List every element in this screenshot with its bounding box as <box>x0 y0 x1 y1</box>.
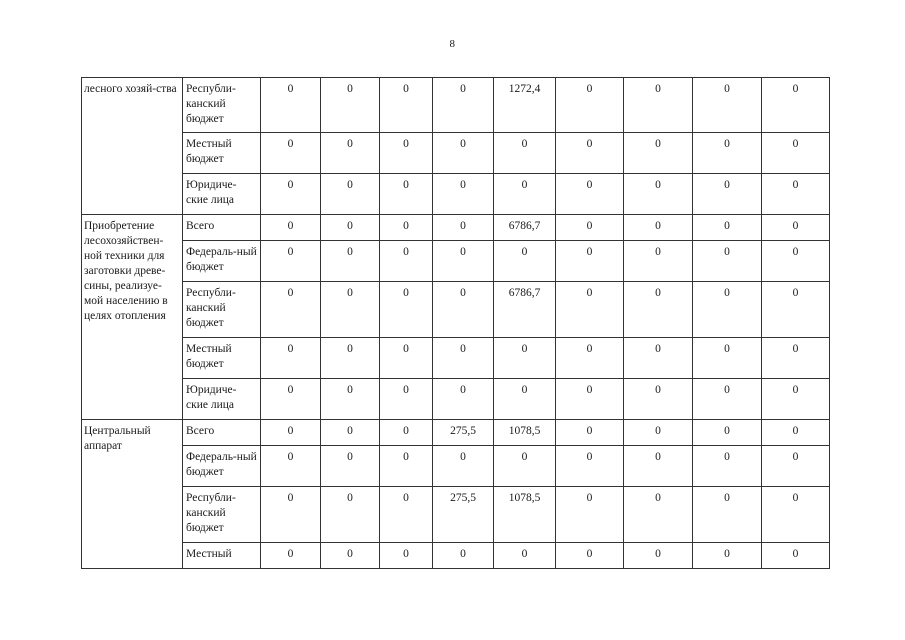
table-row <box>82 241 830 282</box>
value-cell: 0 <box>556 174 624 215</box>
value-cell: 0 <box>321 420 380 446</box>
value-cell: 0 <box>321 174 380 215</box>
value-cell: 0 <box>556 282 624 338</box>
value-cell: 0 <box>494 241 556 282</box>
value-cell: 0 <box>624 338 693 379</box>
value-cell: 0 <box>624 379 693 420</box>
value-cell: 0 <box>261 487 321 543</box>
table-row <box>82 338 830 379</box>
value-cell: 0 <box>556 241 624 282</box>
value-cell: 0 <box>433 133 494 174</box>
value-cell: 0 <box>380 133 433 174</box>
value-cell: 0 <box>693 78 762 133</box>
value-cell: 0 <box>261 282 321 338</box>
budget-table <box>81 77 830 569</box>
value-cell: 0 <box>762 174 830 215</box>
activity-cell: Приобретение лесохозяйствен-ной техники для заготовки древе-сины, реализуе-мой населению в целях отопления <box>82 215 183 420</box>
value-cell: 0 <box>321 338 380 379</box>
value-cell: 0 <box>433 215 494 241</box>
value-cell: 0 <box>762 487 830 543</box>
value-cell: 0 <box>321 543 380 569</box>
value-cell: 0 <box>762 241 830 282</box>
value-cell: 0 <box>624 282 693 338</box>
value-cell: 0 <box>762 133 830 174</box>
value-cell: 0 <box>556 78 624 133</box>
value-cell: 0 <box>693 543 762 569</box>
value-cell: 0 <box>261 543 321 569</box>
value-cell: 0 <box>380 78 433 133</box>
value-cell: 0 <box>556 543 624 569</box>
value-cell: 0 <box>494 379 556 420</box>
value-cell: 0 <box>321 446 380 487</box>
value-cell: 0 <box>693 379 762 420</box>
value-cell: 0 <box>693 487 762 543</box>
value-cell: 0 <box>494 543 556 569</box>
value-cell: 0 <box>433 241 494 282</box>
value-cell: 0 <box>762 282 830 338</box>
value-cell: 0 <box>762 379 830 420</box>
value-cell: 0 <box>380 379 433 420</box>
source-cell: Федераль-ный бюджет <box>183 241 261 282</box>
value-cell: 0 <box>556 420 624 446</box>
table-row <box>82 543 830 569</box>
value-cell: 0 <box>261 215 321 241</box>
value-cell: 0 <box>261 174 321 215</box>
value-cell: 0 <box>762 420 830 446</box>
value-cell: 0 <box>433 543 494 569</box>
value-cell: 0 <box>624 487 693 543</box>
value-cell: 0 <box>321 487 380 543</box>
table-row <box>82 133 830 174</box>
value-cell: 0 <box>762 446 830 487</box>
source-cell: Республи-канский бюджет <box>183 282 261 338</box>
value-cell: 0 <box>624 133 693 174</box>
value-cell: 1078,5 <box>494 420 556 446</box>
value-cell: 0 <box>380 282 433 338</box>
table-body <box>82 78 830 569</box>
source-cell: Местный <box>183 543 261 569</box>
value-cell: 0 <box>624 420 693 446</box>
page-number: 8 <box>449 38 456 50</box>
value-cell: 0 <box>494 338 556 379</box>
activity-cell: лесного хозяй-ства <box>82 78 183 215</box>
value-cell: 0 <box>433 379 494 420</box>
table-row <box>82 487 830 543</box>
value-cell: 0 <box>380 543 433 569</box>
value-cell: 0 <box>380 446 433 487</box>
table-row <box>82 215 830 241</box>
source-cell: Республи-канский бюджет <box>183 487 261 543</box>
value-cell: 0 <box>321 379 380 420</box>
value-cell: 0 <box>693 446 762 487</box>
source-cell: Республи-канский бюджет <box>183 78 261 133</box>
value-cell: 0 <box>693 174 762 215</box>
table-row <box>82 174 830 215</box>
value-cell: 0 <box>433 174 494 215</box>
value-cell: 0 <box>321 78 380 133</box>
value-cell: 0 <box>624 241 693 282</box>
value-cell: 0 <box>693 420 762 446</box>
value-cell: 0 <box>762 338 830 379</box>
value-cell: 0 <box>380 487 433 543</box>
table-row <box>82 78 830 133</box>
value-cell: 0 <box>321 133 380 174</box>
value-cell: 0 <box>556 215 624 241</box>
value-cell: 0 <box>762 215 830 241</box>
value-cell: 0 <box>624 446 693 487</box>
value-cell: 0 <box>556 133 624 174</box>
activity-cell: Центральный аппарат <box>82 420 183 569</box>
value-cell: 0 <box>321 282 380 338</box>
value-cell: 6786,7 <box>494 215 556 241</box>
value-cell: 0 <box>556 379 624 420</box>
value-cell: 0 <box>261 338 321 379</box>
value-cell: 0 <box>762 78 830 133</box>
table-row <box>82 446 830 487</box>
value-cell: 0 <box>494 133 556 174</box>
value-cell: 0 <box>693 133 762 174</box>
value-cell: 0 <box>380 174 433 215</box>
value-cell: 0 <box>261 420 321 446</box>
value-cell: 0 <box>321 215 380 241</box>
table-row <box>82 282 830 338</box>
value-cell: 0 <box>380 338 433 379</box>
source-cell: Местный бюджет <box>183 338 261 379</box>
value-cell: 0 <box>494 446 556 487</box>
value-cell: 0 <box>693 282 762 338</box>
value-cell: 0 <box>433 446 494 487</box>
value-cell: 0 <box>494 174 556 215</box>
value-cell: 0 <box>693 338 762 379</box>
source-cell: Федераль-ный бюджет <box>183 446 261 487</box>
value-cell: 0 <box>556 446 624 487</box>
table-row <box>82 420 830 446</box>
value-cell: 0 <box>433 338 494 379</box>
value-cell: 275,5 <box>433 420 494 446</box>
table-row <box>82 379 830 420</box>
value-cell: 0 <box>624 174 693 215</box>
value-cell: 0 <box>261 78 321 133</box>
source-cell: Местный бюджет <box>183 133 261 174</box>
value-cell: 0 <box>556 487 624 543</box>
value-cell: 0 <box>433 78 494 133</box>
value-cell: 0 <box>624 543 693 569</box>
value-cell: 0 <box>261 379 321 420</box>
value-cell: 0 <box>624 78 693 133</box>
value-cell: 6786,7 <box>494 282 556 338</box>
value-cell: 0 <box>762 543 830 569</box>
value-cell: 0 <box>261 133 321 174</box>
value-cell: 0 <box>380 215 433 241</box>
value-cell: 1078,5 <box>494 487 556 543</box>
source-cell: Юридиче-ские лица <box>183 379 261 420</box>
value-cell: 0 <box>556 338 624 379</box>
value-cell: 0 <box>321 241 380 282</box>
value-cell: 0 <box>261 446 321 487</box>
value-cell: 0 <box>261 241 321 282</box>
value-cell: 0 <box>693 241 762 282</box>
value-cell: 1272,4 <box>494 78 556 133</box>
value-cell: 0 <box>380 241 433 282</box>
value-cell: 275,5 <box>433 487 494 543</box>
source-cell: Юридиче-ские лица <box>183 174 261 215</box>
source-cell: Всего <box>183 215 261 241</box>
value-cell: 0 <box>380 420 433 446</box>
value-cell: 0 <box>433 282 494 338</box>
value-cell: 0 <box>624 215 693 241</box>
source-cell: Всего <box>183 420 261 446</box>
value-cell: 0 <box>693 215 762 241</box>
